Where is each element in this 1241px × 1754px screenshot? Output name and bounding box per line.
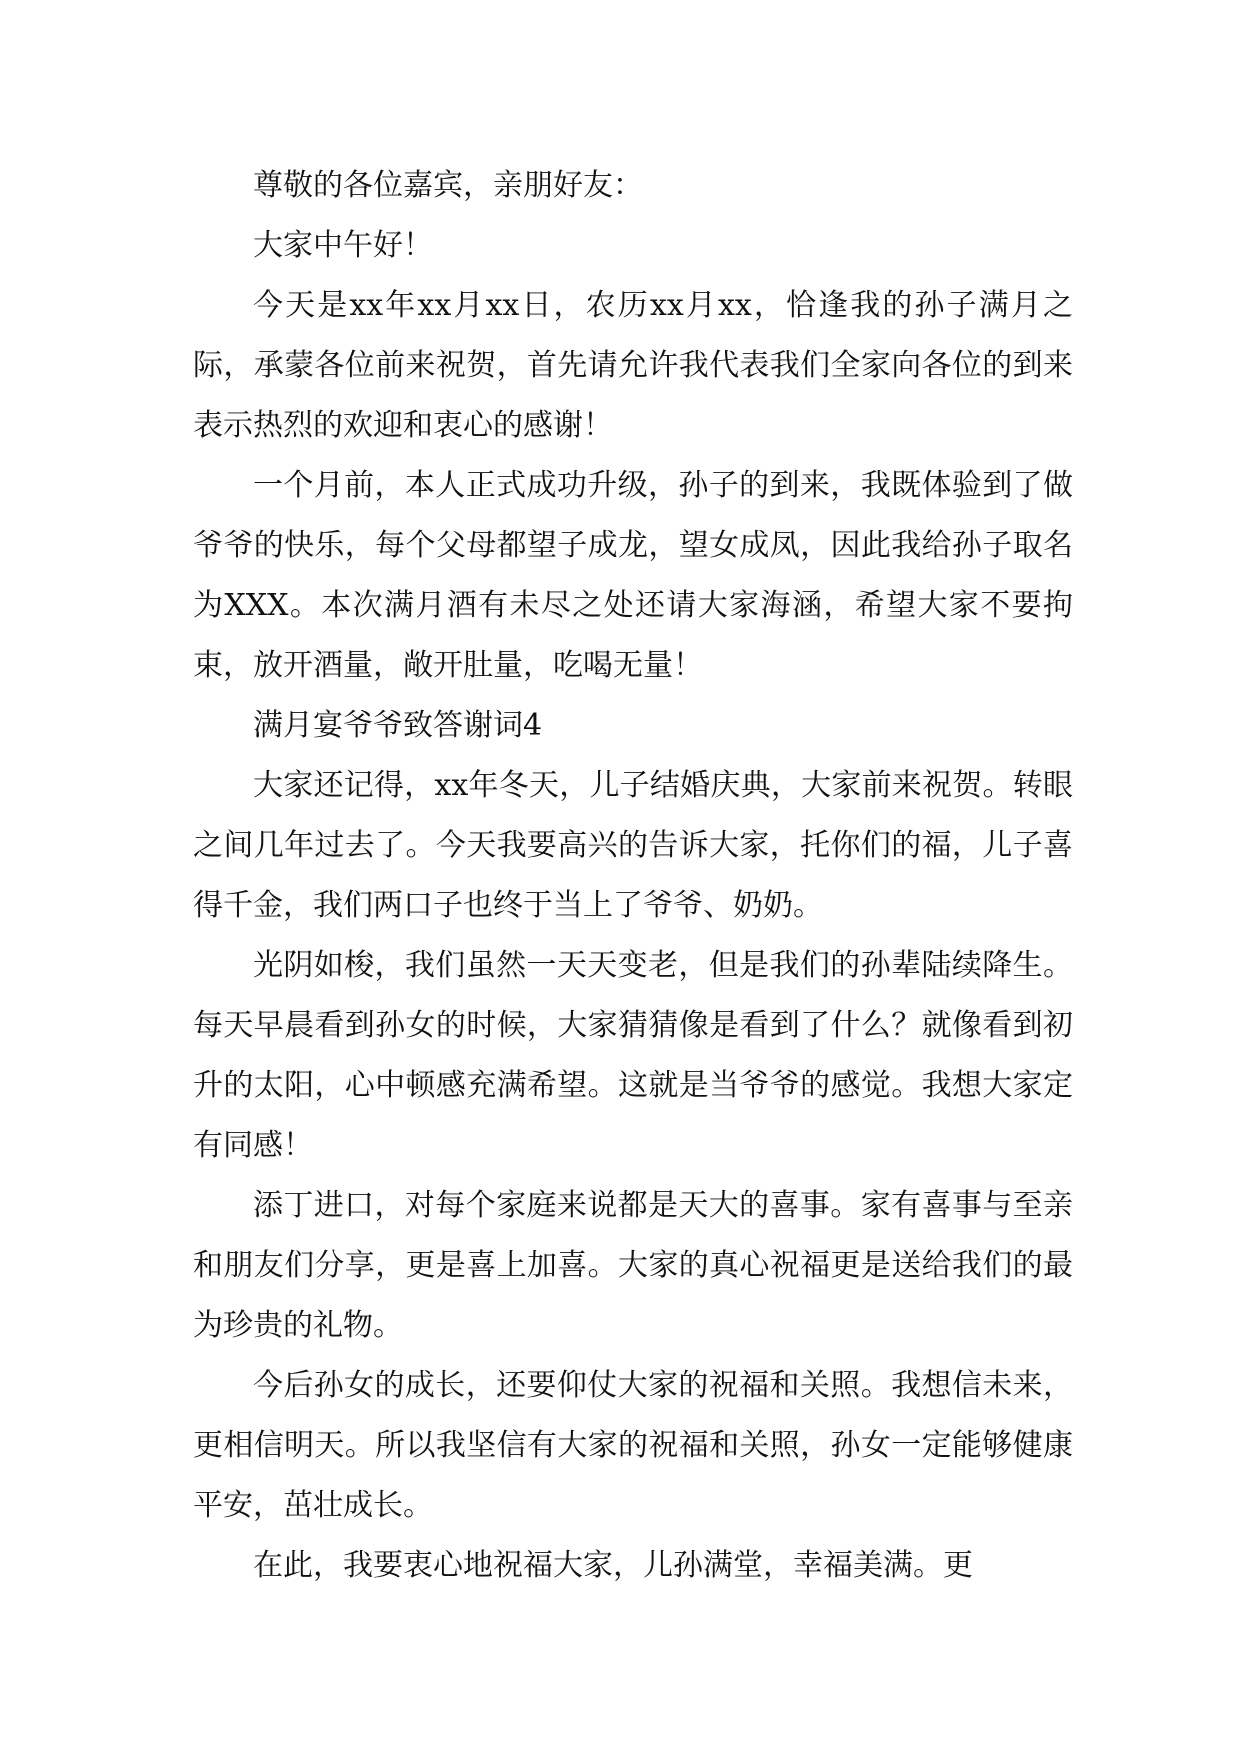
body-paragraph: 光阴如梭，我们虽然一天天变老，但是我们的孙辈陆续降生。每天早晨看到孙女的时候，大家猜猜像是看到了什么？就像看到初升的太阳，心中顿感充满希望。这就是当爷爷的感觉。我想大家定有同感！ xyxy=(193,948,1073,1163)
salutation-paragraph: 尊敬的各位嘉宾，亲朋好友： xyxy=(253,168,643,203)
section-heading: 满月宴爷爷致答谢词4 xyxy=(253,708,543,743)
document-body xyxy=(193,156,1073,1596)
greeting-paragraph: 大家中午好！ xyxy=(253,228,433,263)
body-paragraph: 大家还记得，xx年冬天，儿子结婚庆典，大家前来祝贺。转眼之间几年过去了。今天我要高兴的告诉大家，托你们的福，儿子喜得千金，我们两口子也终于当上了爷爷、奶奶。 xyxy=(193,768,1073,923)
body-paragraph: 今后孙女的成长，还要仰仗大家的祝福和关照。我想信未来，更相信明天。所以我坚信有大家的祝福和关照，孙女一定能够健康平安，茁壮成长。 xyxy=(193,1368,1073,1523)
body-paragraph: 今天是xx年xx月xx日，农历xx月xx，恰逢我的孙子满月之际，承蒙各位前来祝贺，首先请允许我代表我们全家向各位的到来表示热烈的欢迎和衷心的感谢！ xyxy=(193,288,1073,443)
body-paragraph: 添丁进口，对每个家庭来说都是天大的喜事。家有喜事与至亲和朋友们分享，更是喜上加喜。大家的真心祝福更是送给我们的最为珍贵的礼物。 xyxy=(193,1188,1073,1343)
body-paragraph: 在此，我要衷心地祝福大家，儿孙满堂，幸福美满。更 xyxy=(253,1548,973,1583)
body-paragraph: 一个月前，本人正式成功升级，孙子的到来，我既体验到了做爷爷的快乐，每个父母都望子成龙，望女成凤，因此我给孙子取名为XXX。本次满月酒有未尽之处还请大家海涵，希望大家不要拘束，放开酒量，敞开肚量，吃喝无量！ xyxy=(193,468,1073,683)
